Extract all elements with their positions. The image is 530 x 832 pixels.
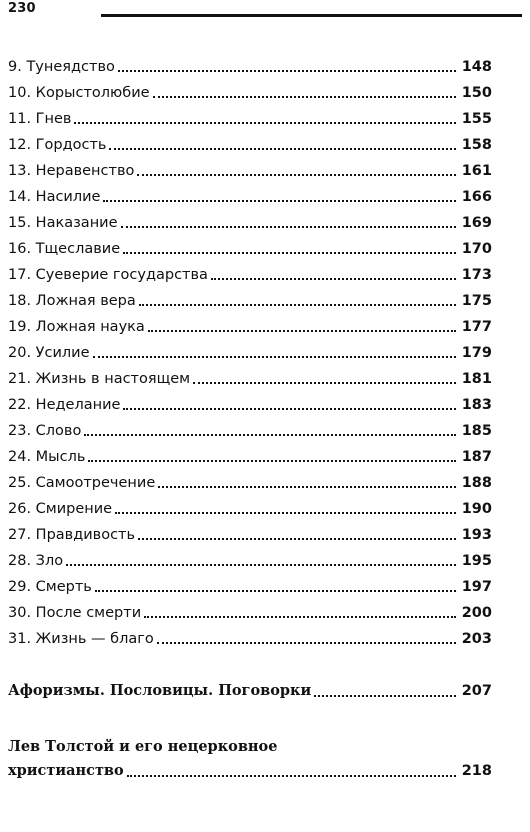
toc-entry-title: 10. Корыстолюбие [8,85,150,101]
dot-leader [93,356,456,358]
toc-entry-title: 22. Неделание [8,397,121,413]
toc-entry[interactable] [8,446,492,466]
dot-leader [148,330,456,332]
toc-entry-title: 24. Мысль [8,449,86,465]
toc-entry[interactable] [8,108,492,128]
toc-entry-title: 26. Смирение [8,501,113,517]
toc-entry[interactable] [8,420,492,440]
toc-chapter-title-line1: Лев Толстой и его нецерковное [8,738,278,755]
toc-entry-page: 185 [461,423,492,439]
toc-entry-page: 203 [461,631,492,647]
toc-entry-title: 21. Жизнь в настоящем [8,371,191,387]
toc-entry[interactable] [8,186,492,206]
toc-entry-page: 179 [461,345,492,361]
toc-entry[interactable] [8,524,492,544]
dot-leader [157,642,456,644]
dot-leader [153,96,456,98]
page-number: 230 [8,1,36,16]
dot-leader [137,174,456,176]
toc-entry-page: 183 [461,397,492,413]
toc-entry[interactable] [8,602,492,622]
dot-leader [88,460,456,462]
toc-entry-title: 13. Неравенство [8,163,135,179]
toc-entry-page: 188 [461,475,492,491]
toc-entry-title: 29. Смерть [8,579,92,595]
toc-entry-title: 31. Жизнь — благо [8,631,154,647]
toc-entry[interactable] [8,394,492,414]
dot-leader [103,200,456,202]
dot-leader [123,252,456,254]
toc-entry[interactable] [8,316,492,336]
toc-entry-title: 11. Гнев [8,111,72,127]
toc-entry-title: 30. После смерти [8,605,142,621]
toc-entry-title: 27. Правдивость [8,527,136,543]
toc-entry-page: 161 [461,163,492,179]
toc-chapter-title: Афоризмы. Пословицы. Поговорки [8,682,312,699]
toc-entry[interactable] [8,134,492,154]
toc-entry-page: 190 [461,501,492,517]
toc-chapter[interactable] [8,681,492,701]
toc-entry-page: 166 [461,189,492,205]
dot-leader [118,70,456,72]
toc-entry-title: 14. Насилие [8,189,101,205]
toc-entry[interactable] [8,498,492,518]
toc-entry-page: 173 [461,267,492,283]
toc-entry[interactable] [8,56,492,76]
toc-entry-page: 187 [461,449,492,465]
toc-entry-page: 200 [461,605,492,621]
dot-leader [95,590,456,592]
toc-entry-page: 158 [461,137,492,153]
toc-entry[interactable] [8,342,492,362]
dot-leader [211,278,456,280]
toc-chapter-page: 207 [461,683,492,699]
dot-leader [139,304,456,306]
dot-leader [144,616,456,618]
dot-leader [314,695,456,697]
toc-chapter[interactable] [8,737,492,781]
toc-entry-page: 197 [461,579,492,595]
toc-entry-page: 155 [461,111,492,127]
toc-entry-page: 193 [461,527,492,543]
toc-entry-title: 17. Суеверие государства [8,267,208,283]
dot-leader [84,434,456,436]
toc-entry-title: 16. Тщеславие [8,241,121,257]
dot-leader [193,382,456,384]
toc-entry[interactable] [8,238,492,258]
toc-entry-title: 25. Самоотречение [8,475,156,491]
dot-leader [127,775,456,777]
toc-entry-title: 9. Тунеядство [8,59,115,75]
dot-leader [115,512,456,514]
dot-leader [109,148,456,150]
dot-leader [138,538,456,540]
toc-entry[interactable] [8,160,492,180]
toc-chapter-page: 218 [461,763,492,779]
toc-entry-title: 20. Усилие [8,345,90,361]
toc-entry[interactable] [8,472,492,492]
toc-entry-page: 175 [461,293,492,309]
dot-leader [121,226,456,228]
dot-leader [158,486,456,488]
toc-entry-page: 148 [461,59,492,75]
toc-entry[interactable] [8,290,492,310]
toc-entry[interactable] [8,550,492,570]
toc-entry[interactable] [8,82,492,102]
toc-entry-page: 169 [461,215,492,231]
toc-entry-title: 15. Наказание [8,215,118,231]
toc-entry-page: 177 [461,319,492,335]
dot-leader [74,122,456,124]
toc-entry-title: 23. Слово [8,423,82,439]
toc-entry-title: 12. Гордость [8,137,107,153]
toc-entry[interactable] [8,212,492,232]
toc-entry[interactable] [8,576,492,596]
toc-entry-title: 28. Зло [8,553,64,569]
toc-entry-title: 18. Ложная вера [8,293,136,309]
toc-entry-page: 181 [461,371,492,387]
toc-entry-title: 19. Ложная наука [8,319,145,335]
toc-entry-page: 150 [461,85,492,101]
toc-entry-page: 170 [461,241,492,257]
toc-chapter-title-line2: христианство [8,762,124,779]
toc-entry-page: 195 [461,553,492,569]
toc-entry[interactable] [8,368,492,388]
toc-entry[interactable] [8,628,492,648]
toc-entry[interactable] [8,264,492,284]
dot-leader [123,408,456,410]
dot-leader [66,564,456,566]
